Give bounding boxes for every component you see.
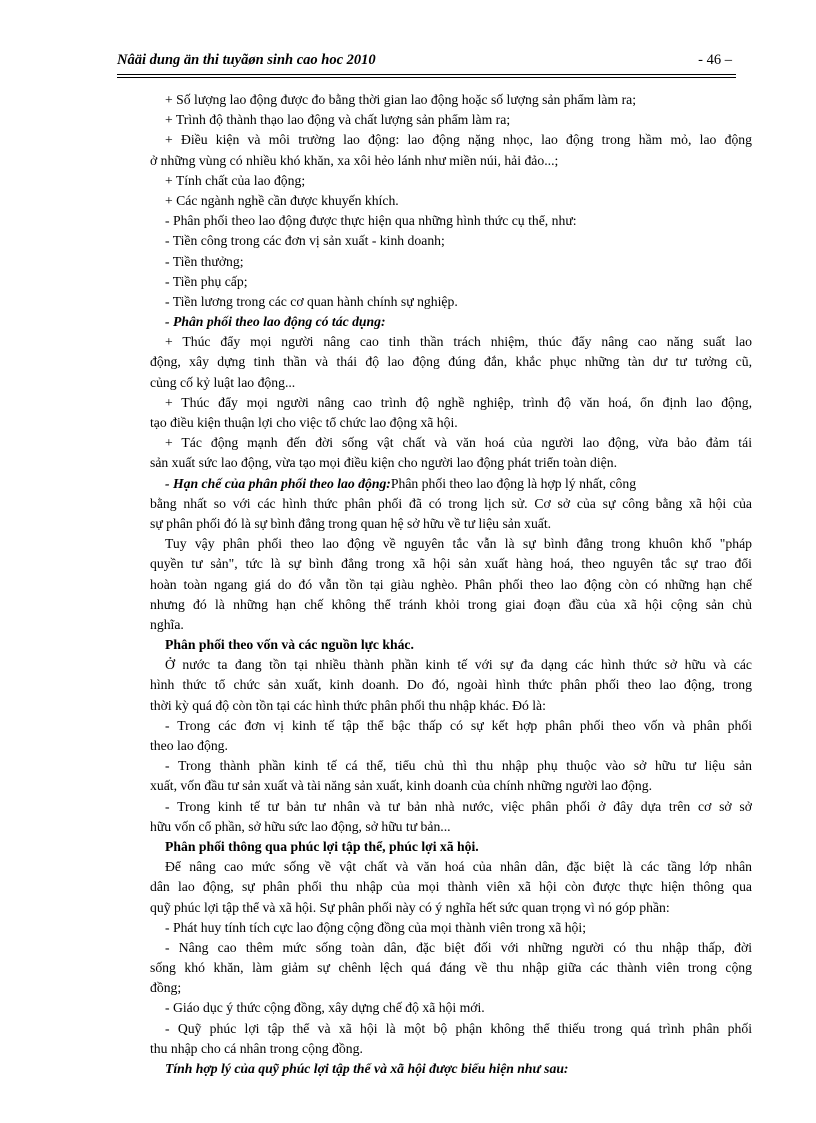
text-line: - Tiền thưởng; [165,253,244,269]
text-line: + Điều kiện và môi trường lao động: lao động nặng nhọc, lao động trong hầm mỏ, lao động [165,132,752,148]
text-line: quyền tư sản", tức là sự bình đẳng trong xã hội sản xuất hàng hoá, theo nguyên tắc sự trao đổi [150,556,752,572]
text-line: xuất, vốn đầu tư sản xuất và tài năng sản xuất, kinh doanh của chính những người lao động. [150,778,652,794]
header-rule-top [117,74,736,75]
text-line: + Các ngành nghề cần được khuyến khích. [165,192,399,208]
text-line: + Tính chất của lao động; [165,172,306,188]
text-line: dân lao động, sự phân phối thu nhập của mọi thành viên xã hội còn được thực hiện thông qua [150,879,752,895]
text-line: theo lao động. [150,738,228,753]
body-text [150,90,752,1079]
section-heading: Phân phối theo vốn và các nguồn lực khác. [165,637,414,653]
text-line: sản xuất sức lao động, vừa tạo mọi điều kiện cho người lao động phát triển toàn diện. [150,455,618,471]
header-rule-bottom [117,77,736,78]
text-line: + Thúc đẩy mọi người nâng cao tinh thần trách nhiệm, thúc đẩy nâng cao năng suất lao [165,334,752,350]
text-line [165,474,752,494]
text-line: động, xây dựng tinh thần và thái độ lao động đúng đắn, khắc phục những tàn dư tư tưởng cũ, [150,354,752,370]
text-line: - Phân phối theo lao động được thực hiện qua những hình thức cụ thể, như: [165,213,577,229]
text-line: nhưng đó là những hạn chế không thể tránh khỏi trong giai đoạn đầu của xã hội cộng sản chủ [150,596,752,612]
text-line: Tuy vậy phân phối theo lao động về nguyên tắc vẫn là sự bình đẳng trong khuôn khổ "pháp [165,536,752,552]
text-line: củng cố kỷ luật lao động... [150,374,296,390]
inline-text: Phân phối theo lao động là hợp lý nhất, công [390,475,637,491]
text-line: ở những vùng có nhiều khó khăn, xa xôi hẻo lánh như miền núi, hải đảo...; [150,152,559,168]
section-heading: Phân phối thông qua phúc lợi tập thể, phúc lợi xã hội. [165,838,479,854]
text-line: - Trong kinh tế tư bản tư nhân và tư bản nhà nước, việc phân phối ở đây dựa trên cơ sở sở [165,798,752,814]
text-line: + Số lượng lao động được đo bằng thời gian lao động hoặc số lượng sản phẩm làm ra; [165,92,637,107]
text-line: - Trong các đơn vị kinh tế tập thể bậc thấp có sự kết hợp phân phối theo vốn và phân phối [165,717,752,733]
text-line: - Tiền công trong các đơn vị sản xuất - kinh doanh; [165,233,445,249]
text-line: hình thức tổ chức sản xuất, kinh doanh. Do đó, ngoài hình thức phân phối theo lao động, trong [150,677,752,693]
text-line: bằng nhất so với các hình thức phân phối đã có trong lịch sử. Cơ sở của sự công bằng xã hội của [150,495,752,511]
text-line: thời kỳ quá độ còn tồn tại các hình thức phân phối thu nhập khác. Đó là: [150,697,546,713]
text-line: - Trong thành phần kinh tế cá thể, tiểu chủ thì thu nhập phụ thuộc vào sở hữu tư liệu sản [165,758,752,774]
text-line: Để nâng cao mức sống về vật chất và văn hoá của nhân dân, đặc biệt là các tầng lớp nhân [165,859,752,875]
text-line: tạo điều kiện thuận lợi cho việc tổ chức lao động xã hội. [150,415,458,430]
text-line: + Tác động mạnh đến đời sống vật chất và văn hoá của người lao động, vừa bảo đảm tái [165,435,752,451]
text-line: hoàn toàn ngang giá do đó vẫn tồn tại giàu nghèo. Phân phối theo lao động còn có những hạn chế [150,576,752,592]
text-line: - Nâng cao thêm mức sống toàn dân, đặc biệt đối với những người có thu nhập thấp, đời [165,939,752,955]
text-line: - Tiền lương trong các cơ quan hành chính sự nghiệp. [165,293,458,309]
text-line: thu nhập cho cá nhân trong cộng đồng. [150,1040,363,1056]
text-line: - Tiền phụ cấp; [165,273,248,289]
text-line: hữu vốn cổ phần, sở hữu sức lao động, sở hữu tư bản... [150,818,451,834]
section-heading: Tính hợp lý của quỹ phúc lợi tập thể và xã hội được biểu hiện như sau: [165,1061,569,1076]
text-line: Ở nước ta đang tồn tại nhiều thành phần kinh tế với sự đa dạng các hình thức sở hữu và các [165,657,752,673]
inline-heading: - Hạn chế của phân phối theo lao động: [165,475,391,491]
text-line: + Trình độ thành thạo lao động và chất lượng sản phẩm làm ra; [165,112,511,128]
text-line: sống khó khăn, làm giảm sự chênh lệch quá đáng về thu nhập giữa các thành viên trong cộng [150,960,752,976]
text-line: - Giáo dục ý thức cộng đồng, xây dựng chế độ xã hội mới. [165,1000,485,1016]
text-line: đồng; [150,980,182,996]
text-line: + Thúc đẩy mọi người nâng cao trình độ nghề nghiệp, trình độ văn hoá, ổn định lao động, [165,394,752,410]
text-line: quỹ phúc lợi tập thể và xã hội. Sự phân phối này có ý nghĩa hết sức quan trọng vì nó góp phần: [150,899,670,915]
page-number: - 46 – [698,52,732,68]
text-line: - Phát huy tính tích cực lao động cộng đồng của mọi thành viên trong xã hội; [165,919,587,935]
header-title: Nâäi dung än thi tuyãøn sinh cao hoc 2010 [117,52,376,68]
text-line: sự phân phối đó là sự bình đẳng trong quan hệ sở hữu về tư liệu sản xuất. [150,515,552,531]
text-line: nghĩa. [150,616,184,632]
text-line: - Quỹ phúc lợi tập thể và xã hội là một bộ phận không thể thiếu trong quá trình phân phối [165,1020,752,1036]
section-heading: - Phân phối theo lao động có tác dụng: [165,314,386,330]
